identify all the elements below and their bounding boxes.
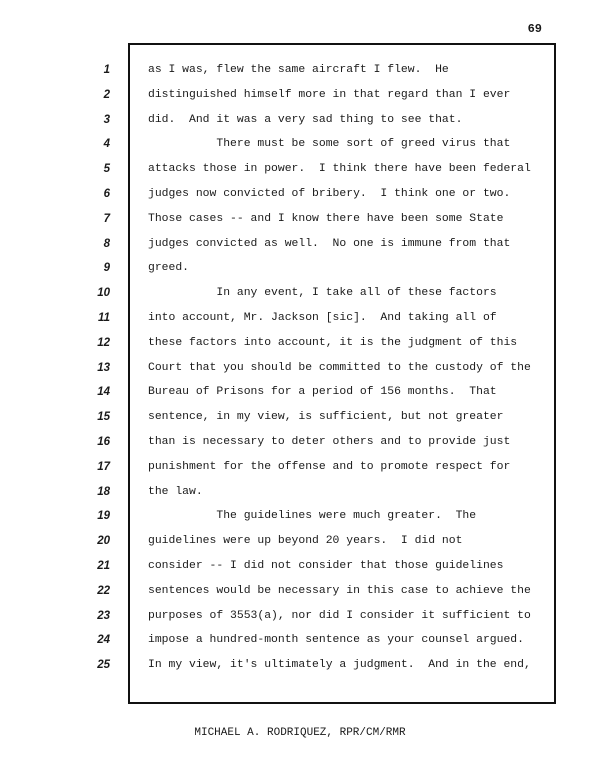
transcript-line: did. And it was a very sad thing to see that. [148, 113, 463, 126]
transcript-line: sentences would be necessary in this case to achieve the [148, 584, 531, 597]
transcript-line: distinguished himself more in that regard than I ever [148, 88, 511, 101]
transcript-line: In my view, it's ultimately a judgment. And in the end, [148, 659, 531, 672]
line-number: 5 [103, 163, 110, 176]
transcript-line: consider -- I did not consider that those guidelines [148, 560, 504, 572]
line-number: 11 [98, 312, 110, 324]
transcript-line: into account, Mr. Jackson [sic]. And taking all of [148, 312, 497, 324]
transcript-line: these factors into account, it is the judgment of this [148, 336, 518, 349]
line-number: 21 [97, 560, 110, 572]
line-number: 17 [97, 460, 110, 473]
transcript-line: In any event, I take all of these factors [148, 287, 497, 300]
transcript-line: sentence, in my view, is sufficient, but not greater [148, 411, 504, 424]
court-reporter-footer: MICHAEL A. RODRIQUEZ, RPR/CM/RMR [194, 727, 406, 739]
line-number: 9 [103, 262, 110, 275]
line-number: 12 [97, 336, 110, 349]
line-number: 8 [103, 237, 110, 250]
transcript-line: judges now convicted of bribery. I think one or two. [148, 188, 511, 200]
line-number: 6 [103, 188, 110, 200]
line-number: 18 [97, 485, 110, 498]
line-number: 13 [97, 361, 110, 374]
line-number: 20 [97, 535, 110, 548]
line-number: 10 [97, 287, 110, 300]
page-number: 69 [527, 22, 542, 36]
transcript-line: Those cases -- and I know there have been some State [148, 212, 504, 225]
line-number: 24 [97, 634, 110, 647]
transcript-line: attacks those in power. I think there have been federal [148, 163, 531, 176]
line-number: 4 [103, 138, 110, 151]
transcript-line: greed. [148, 262, 190, 275]
transcript-line: the law. [148, 485, 203, 498]
line-number: 16 [97, 436, 110, 448]
transcript-line: judges convicted as well. No one is immune from that [148, 237, 511, 250]
line-number: 22 [97, 584, 110, 597]
line-number: 1 [103, 64, 110, 76]
line-number: 7 [103, 212, 110, 225]
transcript-line: than is necessary to deter others and to provide just [148, 436, 511, 448]
line-number: 15 [97, 411, 110, 424]
line-number: 3 [103, 113, 110, 126]
transcript-line: purposes of 3553(a), nor did I consider it sufficient to [148, 609, 531, 622]
transcript-line: impose a hundred-month sentence as your counsel argued. [148, 634, 524, 647]
transcript-line: Court that you should be committed to the custody of the [148, 361, 531, 374]
transcript-line: punishment for the offense and to promote respect for [148, 460, 511, 473]
line-number: 19 [97, 510, 110, 523]
line-number: 25 [97, 659, 110, 672]
transcript-line: The guidelines were much greater. The [148, 510, 477, 523]
line-number: 23 [97, 609, 110, 622]
line-number: 14 [97, 386, 110, 399]
transcript-line: as I was, flew the same aircraft I flew. He [148, 64, 449, 76]
transcript-line: Bureau of Prisons for a period of 156 months. That [148, 386, 497, 399]
line-number: 2 [103, 88, 110, 101]
transcript-line: There must be some sort of greed virus that [148, 138, 511, 151]
transcript-line: guidelines were up beyond 20 years. I did not [148, 535, 463, 548]
